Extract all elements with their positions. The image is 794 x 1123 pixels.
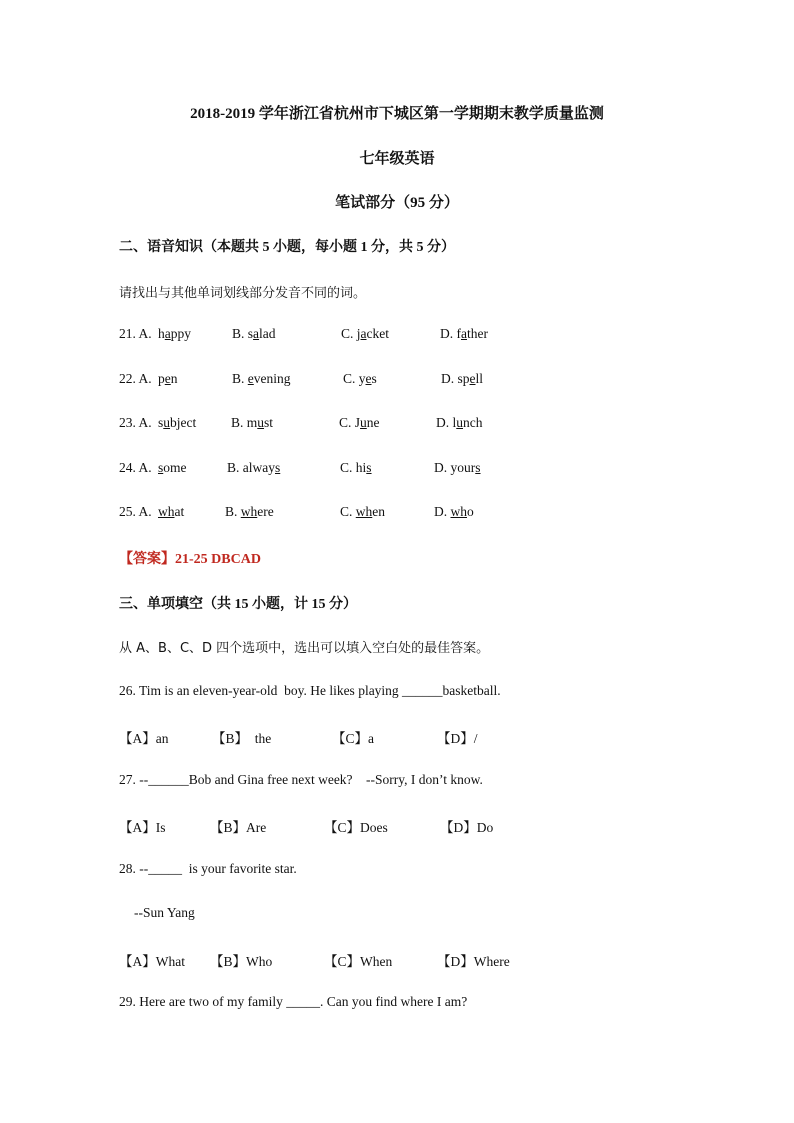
question-28-reply: --Sun Yang: [134, 905, 195, 920]
question-number: 22. A.: [119, 371, 152, 386]
question-number: 24. A.: [119, 460, 152, 475]
option-a: what: [158, 504, 185, 519]
option-c: C. jacket: [341, 326, 390, 341]
option-d: D. spell: [441, 371, 484, 386]
option-d: 【D】Do: [440, 820, 494, 835]
option-a: subject: [158, 415, 197, 430]
option-a: happy: [158, 326, 191, 341]
option-a: 【A】What: [119, 954, 185, 969]
option-c: C. yes: [343, 371, 377, 386]
option-c: 【C】Does: [324, 820, 388, 835]
option-a: 【A】an: [119, 731, 169, 746]
option-d: D. who: [434, 504, 474, 519]
option-d: D. yours: [434, 460, 481, 475]
section2-instruction: 请找出与其他单词划线部分发音不同的词。: [119, 286, 367, 301]
option-c: 【C】When: [324, 954, 393, 969]
question-27-stem: 27. --______Bob and Gina free next week? --Sorry, I don’t know.: [119, 772, 483, 787]
option-a: 【A】Is: [119, 820, 166, 835]
option-b: 【B】Are: [210, 820, 267, 835]
question-number: 23. A.: [119, 415, 152, 430]
grade-title: 七年级英语: [359, 151, 435, 167]
option-c: C. his: [340, 460, 372, 475]
option-d: 【D】Where: [437, 954, 510, 969]
option-b: B. where: [225, 504, 274, 519]
option-b: 【B】Who: [210, 954, 273, 969]
section2-heading: 二、语音知识（本题共 5 小题，每小题 1 分，共 5 分）: [119, 240, 455, 255]
option-a: pen: [158, 371, 178, 386]
option-b: B. evening: [232, 371, 291, 386]
section3-heading: 三、单项填空（共 15 小题，计 15 分）: [119, 597, 357, 612]
option-d: D. lunch: [436, 415, 483, 430]
question-29-stem: 29. Here are two of my family _____. Can you find where I am?: [119, 994, 468, 1009]
question-28-stem: 28. --_____ is your favorite star.: [119, 861, 297, 876]
option-b: B. always: [227, 460, 281, 475]
option-b: B. must: [231, 415, 274, 430]
option-b: 【B】 the: [212, 731, 272, 746]
question-number: 25. A.: [119, 504, 152, 519]
question-26-stem: 26. Tim is an eleven-year-old boy. He likes playing ______basketball.: [119, 683, 501, 698]
option-a: some: [158, 460, 187, 475]
answer-21-25: 【答案】21-25 DBCAD: [119, 552, 261, 567]
section3-instruction: 从 A、B、C、D 四个选项中，选出可以填入空白处的最佳答案。: [119, 641, 490, 656]
exam-title: 2018-2019 学年浙江省杭州市下城区第一学期期末教学质量监测: [190, 106, 604, 122]
option-b: B. salad: [232, 326, 276, 341]
part-title: 笔试部分（95 分）: [335, 195, 459, 211]
option-d: 【D】/: [437, 731, 478, 746]
option-c: C. June: [339, 415, 380, 430]
option-c: 【C】a: [332, 731, 374, 746]
question-number: 21. A.: [119, 326, 152, 341]
option-d: D. father: [440, 326, 488, 341]
option-c: C. when: [340, 504, 386, 519]
